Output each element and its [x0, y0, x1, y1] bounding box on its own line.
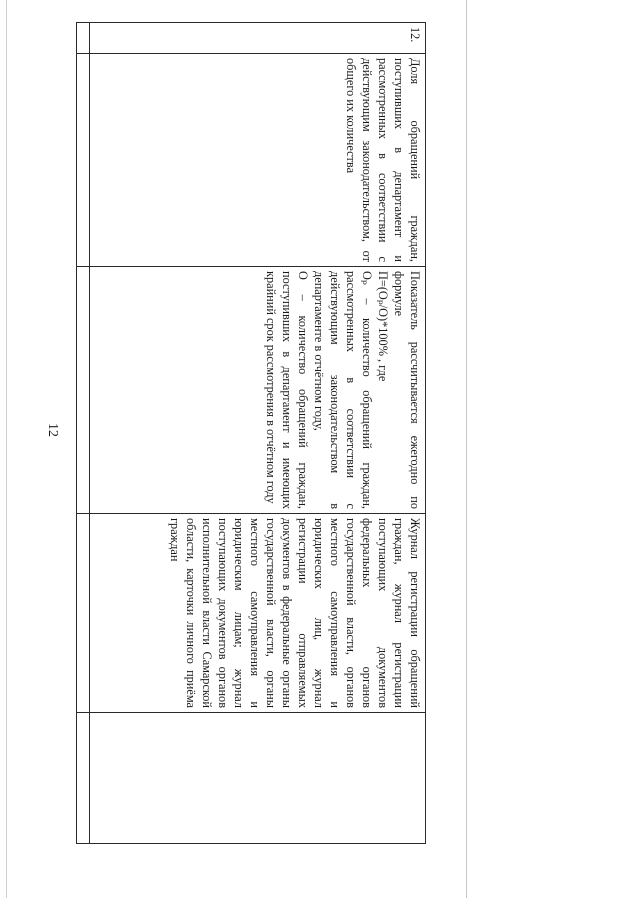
method-formula: П=(Оₚ/О)*100% , где [376, 271, 390, 382]
tail-cell [77, 54, 90, 267]
table-row [90, 23, 426, 844]
indicator-table [76, 22, 426, 844]
tail-cell [77, 713, 90, 844]
row-number-cell: 12. [90, 23, 426, 54]
method-o-definition: О – количество обращений граждан, поступивших в департамент и имеющих крайний срок рассмотрения в отчётном году [264, 271, 310, 509]
page-number: 12 [45, 423, 60, 437]
tail-cell [77, 514, 90, 713]
table-row-tail [77, 23, 90, 844]
tail-cell [77, 267, 90, 514]
empty-cell [90, 713, 426, 844]
scan-edge-left [6, 0, 7, 898]
method-op-definition: Оₚ – количество обращений граждан, рассмотренных в соответствии с действующим законодательством в департаменте в отчётном году, [312, 271, 374, 509]
method-intro: Показатель рассчитывается ежегодно по формуле [392, 271, 422, 509]
indicator-table-container [76, 22, 426, 844]
indicator-table-rotated [76, 22, 426, 844]
indicator-name-cell: Доля обращений граждан, поступивших в департамент и рассмотренных в соответствии с действующим законодательством, от общего их количества [90, 54, 426, 267]
scan-edge-right [466, 0, 467, 898]
calculation-method-cell [90, 267, 426, 514]
tail-cell [77, 23, 90, 54]
data-source-cell: Журнал регистрации обращений граждан, журнал регистрации поступающих документов федеральных органов государственной власти, органов местного самоуправления и юридических лиц, журнал регистрации отправляемых документов в федеральные органы государственной власти, органы местного самоуправления и юридическим лицам; журнал поступающих документов органов исполнительной власти Самарской области, карточки личного приёма граждан [90, 514, 426, 713]
